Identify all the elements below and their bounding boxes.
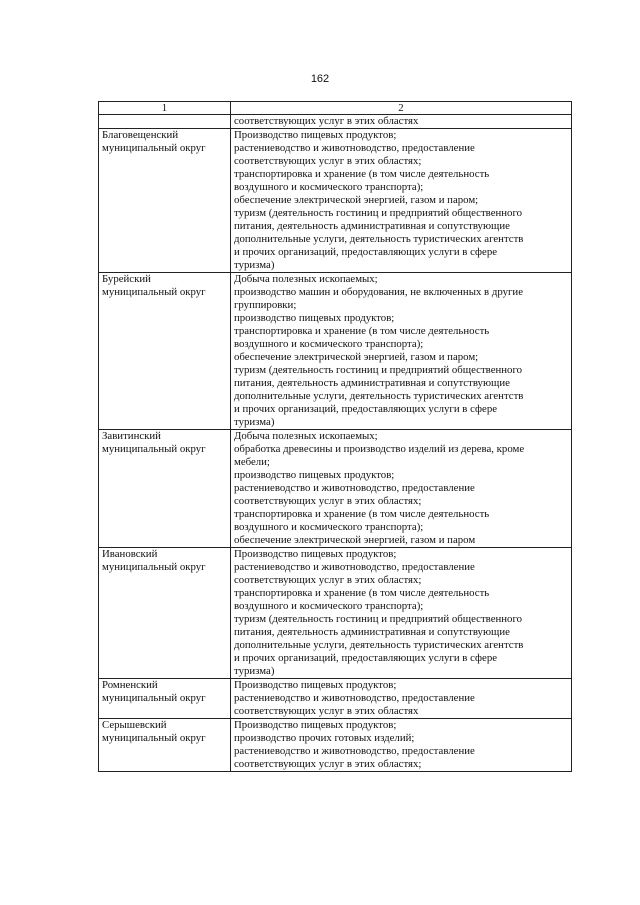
activities-cell <box>231 548 572 679</box>
activities-cell <box>231 129 572 273</box>
activity-line: Производство пищевых продуктов; <box>234 129 397 141</box>
column-header-2: 2 <box>231 102 572 115</box>
continuation-district-cell <box>99 115 231 129</box>
district-cell <box>99 273 231 430</box>
activity-line: Добыча полезных ископаемых; <box>234 273 378 285</box>
activity-line: и прочих организаций, предоставляющих услуги в сфере <box>234 403 498 415</box>
district-name-line: муниципальный округ <box>102 142 206 154</box>
activities-cell <box>231 679 572 719</box>
activity-line: Производство пищевых продуктов; <box>234 719 397 731</box>
activity-line: транспортировка и хранение (в том числе деятельность <box>234 325 490 337</box>
table-row <box>99 129 572 273</box>
activity-line: производство пищевых продуктов; <box>234 312 395 324</box>
activity-line: туризм (деятельность гостиниц и предприятий общественного <box>234 364 522 376</box>
continuation-text: соответствующих услуг в этих областях <box>231 115 572 129</box>
district-cell <box>99 430 231 548</box>
activity-line: питания, деятельность административная и сопутствующие <box>234 626 510 638</box>
activity-line: транспортировка и хранение (в том числе деятельность <box>234 508 490 520</box>
table-row <box>99 719 572 772</box>
activity-line: дополнительные услуги, деятельность туристических агентств <box>234 639 524 651</box>
district-name-line: муниципальный округ <box>102 561 206 573</box>
district-cell <box>99 548 231 679</box>
activity-line: растениеводство и животноводство, предоставление <box>234 561 475 573</box>
activity-line: обеспечение электрической энергией, газом и паром <box>234 534 476 546</box>
activity-line: питания, деятельность административная и сопутствующие <box>234 377 510 389</box>
activity-line: и прочих организаций, предоставляющих услуги в сфере <box>234 652 498 664</box>
column-header-1: 1 <box>99 102 231 115</box>
activity-line: транспортировка и хранение (в том числе деятельность <box>234 168 490 180</box>
activity-line: и прочих организаций, предоставляющих услуги в сфере <box>234 246 498 258</box>
activity-line: обработка древесины и производство изделий из дерева, кроме <box>234 443 525 455</box>
activity-line: растениеводство и животноводство, предоставление <box>234 745 475 757</box>
district-name-line: Ивановский <box>102 548 158 560</box>
activity-line: соответствующих услуг в этих областях; <box>234 574 422 586</box>
activity-line: воздушного и космического транспорта); <box>234 521 424 533</box>
district-name-line: Бурейский <box>102 273 151 285</box>
activity-line: туризма) <box>234 665 275 677</box>
activity-line: производство прочих готовых изделий; <box>234 732 415 744</box>
activity-line: растениеводство и животноводство, предоставление <box>234 142 475 154</box>
activity-line: туризма) <box>234 259 275 271</box>
activities-cell <box>231 273 572 430</box>
activity-line: Добыча полезных ископаемых; <box>234 430 378 442</box>
district-name-line: Завитинский <box>102 430 161 442</box>
activity-line: питания, деятельность административная и сопутствующие <box>234 220 510 232</box>
activity-line: транспортировка и хранение (в том числе деятельность <box>234 587 490 599</box>
district-name-line: муниципальный округ <box>102 443 206 455</box>
table-row <box>99 548 572 679</box>
activity-line: соответствующих услуг в этих областях <box>234 705 419 717</box>
activity-line: растениеводство и животноводство, предоставление <box>234 482 475 494</box>
activity-line: туризм (деятельность гостиниц и предприятий общественного <box>234 613 522 625</box>
activity-line: воздушного и космического транспорта); <box>234 181 424 193</box>
activity-line: Производство пищевых продуктов; <box>234 679 397 691</box>
district-name-line: Ромненский <box>102 679 158 691</box>
activity-line: воздушного и космического транспорта); <box>234 600 424 612</box>
activity-line: соответствующих услуг в этих областях; <box>234 495 422 507</box>
table-header-row <box>99 102 572 115</box>
district-cell <box>99 679 231 719</box>
table-row <box>99 679 572 719</box>
activity-line: производство пищевых продуктов; <box>234 469 395 481</box>
activity-line: группировки; <box>234 299 297 311</box>
activities-table <box>98 101 572 772</box>
activities-cell <box>231 719 572 772</box>
activity-line: дополнительные услуги, деятельность туристических агентств <box>234 390 524 402</box>
page-number: 162 <box>310 73 330 85</box>
table-row <box>99 273 572 430</box>
activities-cell <box>231 430 572 548</box>
activity-line: мебели; <box>234 456 270 468</box>
activity-line: воздушного и космического транспорта); <box>234 338 424 350</box>
activity-line: туризма) <box>234 416 275 428</box>
district-name-line: муниципальный округ <box>102 692 206 704</box>
activity-line: соответствующих услуг в этих областях; <box>234 155 422 167</box>
district-name-line: Благовещенский <box>102 129 179 141</box>
continuation-row <box>99 115 572 129</box>
activity-line: соответствующих услуг в этих областях; <box>234 758 422 770</box>
activity-line: растениеводство и животноводство, предоставление <box>234 692 475 704</box>
activity-line: производство машин и оборудования, не включенных в другие <box>234 286 524 298</box>
activity-line: Производство пищевых продуктов; <box>234 548 397 560</box>
district-name-line: муниципальный округ <box>102 732 206 744</box>
district-cell <box>99 719 231 772</box>
district-cell <box>99 129 231 273</box>
district-name-line: Серышевский <box>102 719 167 731</box>
activity-line: дополнительные услуги, деятельность туристических агентств <box>234 233 524 245</box>
table-row <box>99 430 572 548</box>
activity-line: обеспечение электрической энергией, газом и паром; <box>234 351 479 363</box>
activity-line: туризм (деятельность гостиниц и предприятий общественного <box>234 207 522 219</box>
district-name-line: муниципальный округ <box>102 286 206 298</box>
activity-line: обеспечение электрической энергией, газом и паром; <box>234 194 479 206</box>
